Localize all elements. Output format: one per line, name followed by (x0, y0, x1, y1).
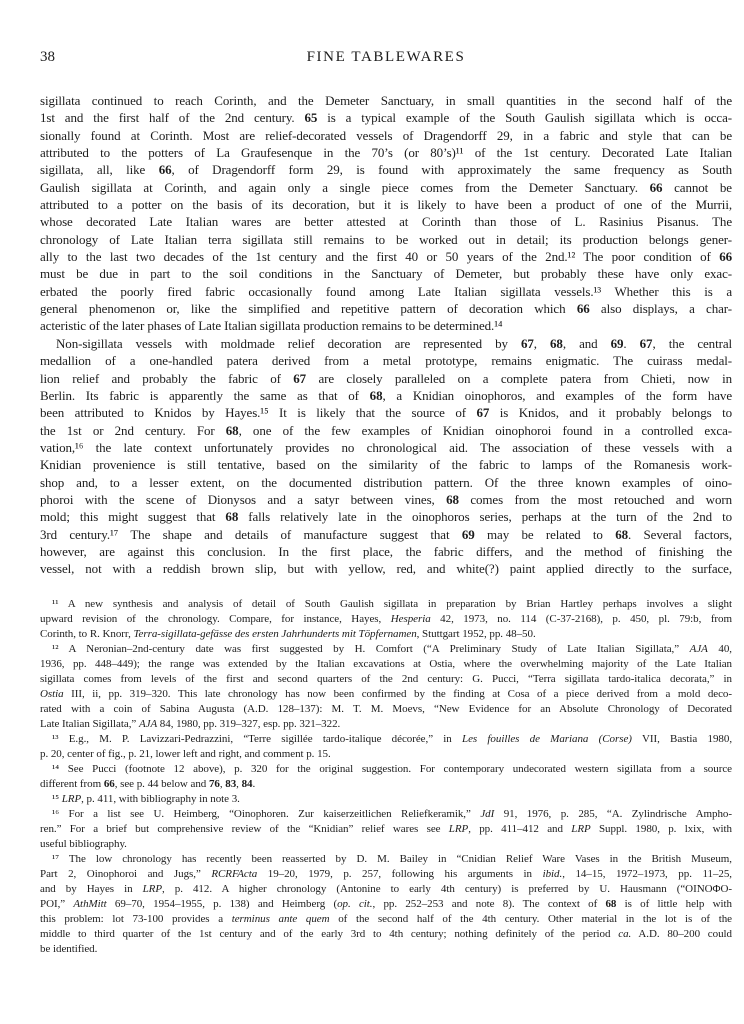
text-line: Corinth, to R. Knorr, Terra-sigillata-gefässe des ersten Jahrhunderts mit Töpfernamen, Stuttgart 1952, pp. 48–50. (40, 628, 536, 640)
text-line: general phenomenon or, like the simplified and repetitive pattern of decoration which 66 also displays, a char- (40, 301, 732, 317)
text-line: 1936, pp. 448–449); the range was extended by the Italian excavations at Ostia, where the overwhelming majority of the Late Italian (40, 658, 732, 670)
text-line: and by Hayes in LRP, p. 412. A higher chronology (Antonine to early 4th century) is preferred by U. Hausmann (“ΟΙΝΟΦΟ- (40, 883, 732, 895)
text-line: attributed to a potter on the basis of its decoration, but it is likely to have been a product of one of the Murrii, (40, 197, 732, 213)
text-line: sigillata, all, like 66, of Dragendorff form 29, is found with approximately the same frequency as South (40, 162, 732, 178)
page-header (40, 49, 732, 69)
text-line: rated with a coin of Sabina Augusta (A.D. 128–137): M. T. M. Moevs, “New Evidence for an Absolute Chronology of Decorated (40, 703, 732, 715)
text-line: shop and, to a lesser extent, on the documented distribution pattern. Of the three known examples of oino- (40, 474, 732, 490)
text-line: been attributed to Knidos by Hayes.¹⁵ It is likely that the source of 67 is Knidos, and it probably belongs to (40, 405, 732, 421)
footnote (40, 852, 732, 957)
text-line: lion relief and probably the fabric of 67 are closely paralleled on a complete patera from Chieti, now in (40, 370, 733, 386)
text-line: acteristic of the later phases of Late Italian sigillata production remains to be determined.¹⁴ (40, 318, 503, 334)
text-line: sigillata continued to reach Corinth, and the Demeter Sanctuary, in small quantities in the second half of the (40, 93, 732, 108)
text-line: attributed to the potters of La Graufesenque in the 70’s (or 80’s)¹¹ of the 1st century. Decorated Late Italian (40, 145, 732, 161)
text-line: vessel, not with a reddish brown slip, but with yellow, red, and white(?) paint applied directly to the surface, (40, 561, 732, 577)
text-line: ¹⁷ The low chronology has recently been reasserted by D. M. Bailey in “Cnidian Relief Ware Vases in the British Museum, (52, 853, 732, 865)
text-line: ¹⁵ LRP, p. 411, with bibliography in note 3. (52, 793, 240, 805)
text-line: be identified. (40, 943, 98, 955)
text-line: ¹³ E.g., M. P. Lavizzari-Pedrazzini, “Terre sigillée tardo-italique décorée,” in Les fouilles de Mariana (Corse) VII, Bastia 1980, (52, 733, 733, 745)
footnote (40, 732, 732, 762)
footnote (40, 762, 732, 792)
text-line: ¹¹ A new synthesis and analysis of detail of South Gaulish sigillata in preparation by Brian Hartley perhaps involves a slight (52, 598, 732, 610)
text-line: Knidian provenience is still tentative, based on the similarity of the fabric to lamps of the Romanesis work- (40, 457, 732, 473)
text-line: 1st and the first half of the 2nd century. 65 is a typical example of the South Gaulish sigillata which is occa- (40, 110, 732, 126)
paragraph (40, 335, 732, 578)
text-line: upward revision of the chronology. Compare, for instance, Hayes, Hesperia 42, 1973, no. 114 (C-37-2168), p. 450, pl. 79:b, from (40, 613, 732, 625)
text-line: this problem: lot 73-100 provides a terminus ante quem of the second half of the 4th century. Other material in the lot is of the (40, 913, 732, 925)
text-line: vation,¹⁶ the late context unfortunately provides no chronological aid. The association of these vessels with a (40, 439, 732, 455)
text-line: Non-sigillata vessels with moldmade relief decoration are represented by 67, 68, and 69. 67, the central (56, 335, 733, 351)
body-text (40, 92, 732, 578)
text-line: middle to third quarter of the 1st century and of the early 3rd to 4th century; nothing definitely of the period ca. A.D. 80–200 could (40, 928, 732, 940)
footnote (40, 597, 732, 642)
footnote (40, 807, 732, 852)
footnote (40, 792, 732, 807)
page-number: 38 (40, 49, 55, 65)
text-line: erbated the poorly fired fabric occasionally found among Late Italian sigillata vessels.¹³ Whether this is a (40, 283, 732, 299)
text-line: ΡΟΙ,” AthMitt 69–70, 1954–1955, p. 138) and Heimberg (op. cit., pp. 252–253 and note 8). The context of 68 is of little help with (40, 898, 732, 910)
text-line: ally to the last two decades of the 1st century and the first 40 or 50 years of the 2nd.¹² The poor condition of 66 (40, 249, 732, 265)
text-line: chronology of Late Italian terra sigillata still remains to be worked out in detail; its production belongs gener- (40, 231, 732, 247)
text-line: Ostia III, ii, pp. 319–320. This late chronology has now been confirmed by the finding at Cosa of a piece derived from a mold deco- (40, 688, 732, 700)
paragraph (40, 92, 732, 335)
text-line: sigillata comes from levels of the first and second quarters of the 2nd century: G. Pucci, “Terra sigillata tardo-italica decorata,” in (40, 673, 732, 685)
text-line: Berlin. Its fabric is apparently the same as that of 68, a Knidian oinophoros, and examples of the form have (40, 387, 732, 403)
text-line: different from 66, see p. 44 below and 76, 83, 84. (40, 778, 256, 790)
text-line: ¹⁴ See Pucci (footnote 12 above), p. 320 for the original suggestion. For contemporary undecorated western sigillata from a source (52, 763, 732, 775)
text-line: mold; this might suggest that 68 falls relatively late in the oinophoros series, perhaps at the turn of the 2nd to (40, 509, 732, 525)
text-line: medallion of a one-handled patera derived from a metal prototype, remains enigmatic. The cuirass medal- (40, 353, 732, 369)
text-line: the 1st or 2nd century. For 68, one of the few examples of Knidian oinophoroi found in a controlled exca- (40, 422, 732, 438)
text-line: p. 20, center of fig., p. 21, lower left and right, and comment p. 15. (40, 748, 331, 760)
text-line: ¹⁶ For a list see U. Heimberg, “Oinophoren. Zur kaiserzeitlichen Reliefkeramik,” JdI 91, 1976, p. 285, “A. Zylindrische Ampho- (52, 808, 732, 820)
text-line: Gaulish sigillata at Corinth, and again only a single piece comes from the Demeter Sanctuary. 66 cannot be (40, 179, 732, 195)
text-line: ren.” For a brief but comprehensive review of the “Knidian” relief wares see LRP, pp. 411–412 and LRP Suppl. 1980, p. lxix, with (40, 823, 732, 835)
text-line: ¹² A Neronian–2nd-century date was first suggested by H. Comfort (“A Preliminary Study of Late Italian Sigillata,” AJA 40, (52, 643, 732, 655)
text-line: sionally found at Corinth. Most are relief-decorated vessels of Dragendorff 29, in a fabric and style that can be (40, 127, 732, 143)
footnote (40, 642, 732, 732)
text-line: whose decorated Late Italian wares are better attested at Corinth than those of L. Rasinius Pisanus. The (40, 214, 732, 230)
text-line: useful bibliography. (40, 838, 127, 850)
text-line: Late Italian Sigillata,” AJA 84, 1980, pp. 319–327, esp. pp. 321–322. (40, 718, 341, 730)
text-line: 3rd century.¹⁷ The shape and details of manufacture suggest that 69 may be related to 68. Several factors, (40, 526, 732, 542)
text-line: phoroi with the scene of Dionysos and a satyr between vines, 68 comes from the most retouched and worn (40, 491, 732, 507)
text-line: Part 2, Oinophoroi and Jugs,” RCRFActa 19–20, 1979, p. 257, following his arguments in ibid., 14–15, 1972–1973, pp. 11–25, (40, 868, 733, 880)
text-line: must be due in part to the soil conditions in the Sanctuary of Demeter, but probably these have only exac- (40, 266, 732, 282)
footnotes (40, 597, 732, 957)
text-line: however, are against this conclusion. In the first place, the fabric differs, and the method of finishing the (40, 543, 732, 559)
running-head: FINE TABLEWARES (306, 49, 466, 65)
